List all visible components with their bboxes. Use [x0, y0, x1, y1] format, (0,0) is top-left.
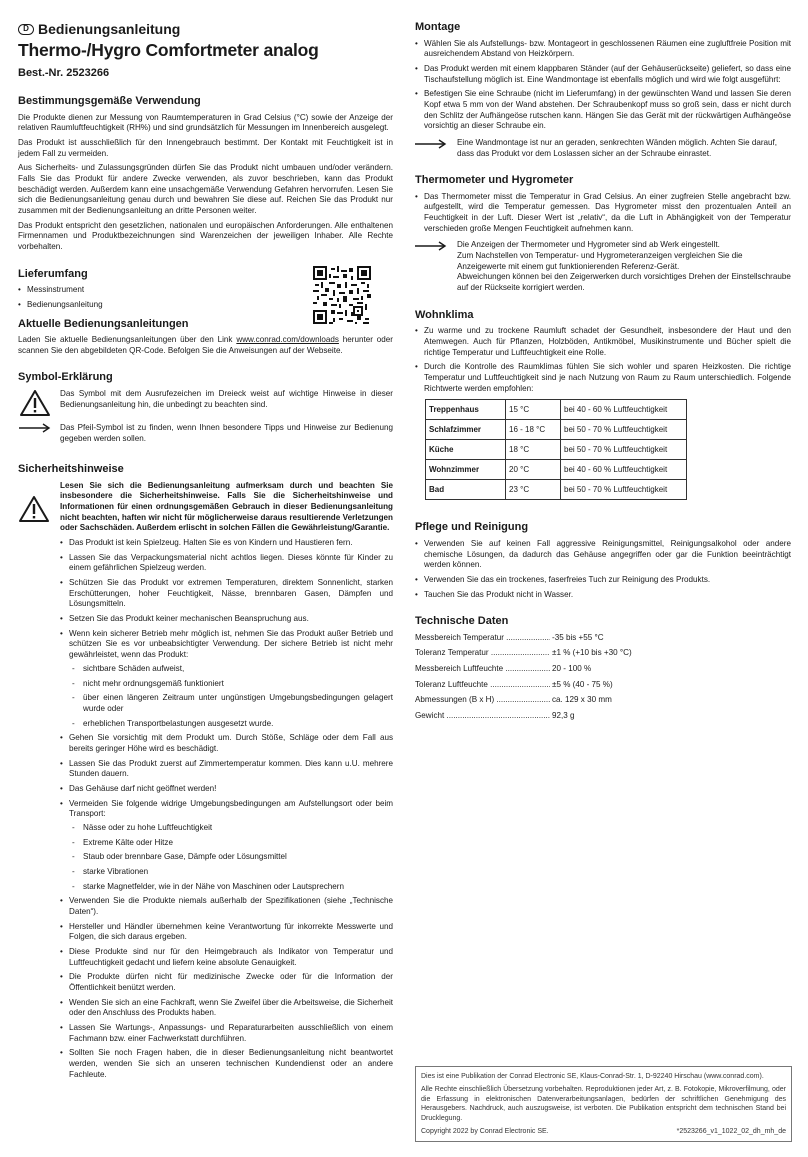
safety-intro-row — [18, 481, 393, 534]
mounting-item: • Das Produkt werden mit einem klappbaren Ständer (auf der Gehäuserückseite) geliefert, so dass eine Tischaufstellung möglich ist. Eine Wandmontage ist ebenfalls möglich und wird wie folgt ausgeführt: — [415, 64, 791, 85]
climate-item: • Zu warme und zu trockene Raumluft schadet der Gesundheit, insbesondere der Haut und den Atemwegen. Auch für Pflanzen, Holzböden, Antikmöbel, Musikinstrumente und Bücher spielt die richtige Temperatur und Luftfeuchtigkeit eine Rolle. — [415, 326, 791, 358]
safety-list — [60, 538, 393, 1080]
table-row: Bad 23 °C bei 50 - 70 % Luftfeuchtigkeit — [426, 480, 687, 500]
mounting-item: • Wählen Sie als Aufstellungs- bzw. Montageort in geschlossenen Räumen eine zugluftfreie Position mit ausreichendem Abstand von Heizkörpern. — [415, 39, 791, 60]
table-row: Wohnzimmer 20 °C bei 40 - 60 % Luftfeuchtigkeit — [426, 460, 687, 480]
room-climate-table — [425, 399, 687, 500]
intended-use-heading: Bestimmungsgemäße Verwendung — [18, 95, 201, 108]
copyright-row — [421, 1127, 786, 1136]
arrow-right-icon — [415, 241, 447, 251]
unsafe-conditions-list — [69, 664, 393, 729]
scope-heading: Lieferumfang — [18, 267, 88, 280]
adverse-conditions-list — [69, 823, 393, 892]
adverse-condition: - Nässe oder zu hohe Luftfeuchtigkeit — [69, 823, 393, 834]
safety-item: • Hersteller und Händler übernehmen keine Verantwortung für inkorrekte Messwerte und Folgen, die sich daraus ergeben. — [60, 922, 393, 943]
adverse-condition: - Staub oder brennbare Gase, Dämpfe oder Lösungsmittel — [69, 852, 393, 863]
thermo-note: Die Anzeigen der Thermometer und Hygrometer sind ab Werk eingestellt. Zum Nachstellen von Temperatur- und Hygrometeranzeigen vergleichen Sie die Anzeigewerte mit einem gut funktionierenden Referenz-Gerät. Abweichungen können bei den Zeigerwerken durch vorsichtiges Drehen der Einstellschraube auf der Rückseite korrigiert werden. — [457, 240, 791, 293]
unsafe-condition: - nicht mehr ordnungsgemäß funktioniert — [69, 679, 393, 690]
climate-list — [415, 326, 791, 394]
adverse-condition: - Extreme Kälte oder Hitze — [69, 838, 393, 849]
care-list — [415, 539, 791, 600]
table-row: Küche 18 °C bei 50 - 70 % Luftfeuchtigkeit — [426, 440, 687, 460]
scope-item: • Messinstrument — [18, 285, 393, 296]
mounting-note: Eine Wandmontage ist nur an geraden, senkrechten Wänden möglich. Achten Sie darauf, dass das Produkt vor dem Loslassen sicher an der Schraube einrastet. — [457, 137, 778, 158]
arrow-symbol-text: Das Pfeil-Symbol ist zu finden, wenn Ihnen besondere Tipps und Hinweise zur Bedienung gegeben werden sollen. — [60, 422, 393, 443]
order-number: Best.-Nr. 2523266 — [18, 66, 110, 79]
unsafe-condition: - über einen längeren Zeitraum unter ungünstigen Umgebungsbedingungen gelagert wurde oder — [69, 693, 393, 714]
rights-text: Alle Rechte einschließlich Übersetzung vorbehalten. Reproduktionen jeder Art, z. B. Fotokopie, Mikroverfilmung, oder die Erfassung in elektronischen Datenverarbeitungsanlagen, bedürfen der schriftlichen Genehmigung des Herausgebers. Nachdruck, auch auszugsweise, ist verboten. Die Publikation entspricht dem technischen Stand bei Drucklegung. — [421, 1086, 786, 1122]
publisher-text: Dies ist eine Publikation der Conrad Electronic SE, Klaus-Conrad-Str. 1, D-92240 Hirschau (www.conrad.com). — [421, 1073, 764, 1080]
safety-item: • Vermeiden Sie folgende widrige Umgebungsbedingungen am Aufstellungsort oder beim Transport: - Nässe oder zu hohe Luftfeuchtigkeit - Extreme Kälte oder Hitze - Staub oder brennbare Gase, Dämpfe oder Lösungsmittel - starke Vibrationen - starke Magnetfelder, wie in der Nähe von Maschinen oder Lautsprechern — [60, 799, 393, 893]
copyright-text: Copyright 2022 by Conrad Electronic SE. — [421, 1128, 549, 1136]
specs-heading: Technische Daten — [415, 615, 509, 628]
intended-use-paragraph: Die Produkte dienen zur Messung von Raumtemperaturen in Grad Celsius (°C) sowie der Anzeige der relativen Raumluftfeuchtigkeit (RH%) und sind grundsätzlich für Messungen im Innenbereich ausgelegt. — [18, 112, 393, 133]
spec-row: Toleranz Temperatur ..... ±1 % (+10 bis +30 °C) — [415, 648, 791, 659]
care-item: • Verwenden Sie auf keinen Fall aggressive Reinigungsmittel, Reinigungsalkohol oder andere chemische Lösungen, da dadurch das Gehäuse angegriffen oder gar die Funktion beeinträchtigt werden können. — [415, 539, 791, 571]
warning-triangle-icon — [18, 495, 50, 523]
safety-item: • Das Produkt ist kein Spielzeug. Halten Sie es von Kindern und Haustieren fern. — [60, 538, 393, 549]
safety-intro: Lesen Sie sich die Bedienungsanleitung aufmerksam durch und beachten Sie insbesondere die Sicherheitshinweise. Falls Sie die Sicherheitshinweise und Informationen für einen ordnungsgemäßen Gebrauch in dieser Bedienungsanleitung nicht beachten, haften wir nicht für möglicherweise daraus resultierende Verletzungen oder Sachschäden. Außerdem erlischt in solchen Fällen die Gewährleistung/Garantie. — [60, 480, 393, 533]
thermo-list — [415, 192, 791, 235]
safety-item: • Lassen Sie Wartungs-, Anpassungs- und Reparaturarbeiten ausschließlich von einem Fachmann bzw. einer Fachwerkstatt durchführen. — [60, 1023, 393, 1044]
intended-use-paragraph: Aus Sicherheits- und Zulassungsgründen dürfen Sie das Produkt nicht umbauen und/oder verändern. Falls Sie das Produkt für andere Zwecke verwenden, als zuvor beschrieben, kann das Produkt beschädigt werden. Außerdem kann eine unsachgemäße Verwendung Gefahren hervorrufen. Lesen Sie sich die Bedienungsanleitung genau durch und bewahren Sie diese auf. Reichen Sie das Produkt nur zusammen mit der Bedienungsanleitung an dritte Personen weiter. — [18, 163, 393, 215]
safety-item: • Wenn kein sicherer Betrieb mehr möglich ist, nehmen Sie das Produkt außer Betrieb und schützen Sie es vor unbeabsichtigter Verwendung. Der sichere Betrieb ist nicht mehr gewährleistet, wenn das Produkt: - sichtbare Schäden aufweist, - nicht mehr ordnungsgemäß funktioniert - über einen längeren Zeitraum unter ungünstigen Umgebungsbedingungen gelagert wurde oder - erheblichen Transportbelastungen ausgesetzt wurde. — [60, 629, 393, 729]
document-code: *2523266_v1_1022_02_dh_mh_de — [676, 1128, 786, 1136]
safety-item: • Das Gehäuse darf nicht geöffnet werden! — [60, 784, 393, 795]
safety-item: • Gehen Sie vorsichtig mit dem Produkt um. Durch Stöße, Schläge oder dem Fall aus bereits geringer Höhe wird es beschädigt. — [60, 733, 393, 754]
spec-row: Messbereich Temperatur ..... -35 bis +55 °C — [415, 633, 791, 644]
table-row: Schlafzimmer 16 - 18 °C bei 50 - 70 % Luftfeuchtigkeit — [426, 420, 687, 440]
safety-item: • Setzen Sie das Produkt keiner mechanischen Beanspruchung aus. — [60, 614, 393, 625]
warning-symbol-text: Das Symbol mit dem Ausrufezeichen im Dreieck weist auf wichtige Hinweise in dieser Bedienungsanleitung hin, die unbedingt zu beachten sind. — [60, 388, 393, 409]
downloads-link[interactable]: www.conrad.com/downloads — [236, 335, 339, 345]
safety-item: • Schützen Sie das Produkt vor extremen Temperaturen, direktem Sonnenlicht, starken Erschütterungen, hoher Feuchtigkeit, Nässe, brennbaren Gasen, Dämpfen und Lösungsmitteln. — [60, 578, 393, 610]
adverse-condition: - starke Vibrationen — [69, 867, 393, 878]
unsafe-condition: - erheblichen Transportbelastungen ausgesetzt wurde. — [69, 719, 393, 730]
intended-use-paragraph: Das Produkt ist ausschließlich für den Innengebrauch bestimmt. Der Kontakt mit Feuchtigkeit ist in jedem Fall zu vermeiden. — [18, 137, 393, 158]
left-column — [18, 20, 393, 1084]
safety-item: • Diese Produkte sind nur für den Heimgebrauch als Indikator von Temperatur und Luftfeuchtigkeit gedacht und liefern keine absolute Genauigkeit. — [60, 947, 393, 968]
care-item: • Tauchen Sie das Produkt nicht in Wasser. — [415, 590, 791, 601]
thermo-heading: Thermometer und Hygrometer — [415, 174, 574, 187]
imprint-box — [415, 1066, 792, 1142]
scope-item: • Bedienungsanleitung — [18, 300, 393, 311]
specs-list — [415, 633, 791, 722]
product-title: Thermo-/Hygro Comfortmeter analog — [18, 40, 319, 61]
care-item: • Verwenden Sie das ein trockenes, faserfreies Tuch zur Reinigung des Produkts. — [415, 575, 791, 586]
warning-symbol-row — [18, 389, 393, 417]
safety-item: • Lassen Sie das Produkt zuerst auf Zimmertemperatur kommen. Dies kann u.U. mehrere Stunden dauern. — [60, 759, 393, 780]
mounting-heading: Montage — [415, 21, 461, 33]
spec-row: Messbereich Luftfeuchte ..... 20 - 100 % — [415, 664, 791, 675]
climate-heading: Wohnklima — [415, 308, 474, 321]
qr-code[interactable] — [313, 266, 371, 324]
warning-triangle-icon — [19, 389, 51, 417]
arrow-right-icon — [415, 139, 447, 149]
table-row: Treppenhaus 15 °C bei 40 - 60 % Luftfeuchtigkeit — [426, 400, 687, 420]
safety-list-wrap — [18, 538, 393, 1080]
unsafe-condition: - sichtbare Schäden aufweist, — [69, 664, 393, 675]
symbols-heading: Symbol-Erklärung — [18, 371, 113, 384]
safety-item: • Sollten Sie noch Fragen haben, die in dieser Bedienungsanleitung nicht beantwortet werden, wenden Sie sich an unseren technischen Kundendienst oder an andere Fachleute. — [60, 1048, 393, 1080]
safety-item: • Die Produkte dürfen nicht für medizinische Zwecke oder für die Information der Öffentlichkeit benützt werden. — [60, 972, 393, 993]
spec-row: Abmessungen (B x H) ..... ca. 129 x 30 mm — [415, 695, 791, 706]
manual-label-row — [18, 20, 393, 38]
safety-item: • Verwenden Sie die Produkte niemals außerhalb der Spezifikationen (siehe „Technische Daten“). — [60, 896, 393, 917]
spec-row: Toleranz Luftfeuchte ..... ±5 % (40 - 75 %) — [415, 680, 791, 691]
climate-item: • Durch die Kontrolle des Raumklimas fühlen Sie sich wohler und sparen Heizkosten. Die richtige Temperatur und Luftfeuchtigkeit sind je nach Nutzung von Raum zu Raum unterschiedlich. Folgende Richtwerte werden empfohlen: — [415, 362, 791, 394]
care-heading: Pflege und Reinigung — [415, 521, 529, 534]
arrow-right-icon — [19, 423, 51, 433]
manual-label: Bedienungsanleitung — [38, 21, 181, 37]
safety-item: • Wenden Sie sich an eine Fachkraft, wenn Sie Zweifel über die Arbeitsweise, die Sicherheit oder den Anschluss des Produkts haben. — [60, 998, 393, 1019]
language-badge: D — [18, 24, 34, 35]
mounting-note-row — [415, 138, 791, 159]
safety-heading: Sicherheitshinweise — [18, 463, 124, 476]
mounting-item: • Befestigen Sie eine Schraube (nicht im Lieferumfang) in der gewünschten Wand und lassen Sie deren Kopf etwa 5 mm von der Wand abstehen. Der Schraubenkopf muss so groß sein, dass er nicht durch den Schlitz der Aufhängeöse rutschen kann. Hängen Sie das Gerät mit der rückwärtigen Aufhängeöse vorsichtig an dieser Schraube ein. — [415, 89, 791, 132]
adverse-condition: - starke Magnetfelder, wie in der Nähe von Maschinen oder Lautsprechern — [69, 882, 393, 893]
mounting-list — [415, 39, 791, 132]
arrow-symbol-row — [18, 423, 393, 444]
current-manuals-heading: Aktuelle Bedienungsanleitungen — [18, 317, 189, 330]
thermo-note-row — [415, 240, 791, 293]
right-column — [415, 20, 791, 727]
safety-item: • Lassen Sie das Verpackungsmaterial nicht achtlos liegen. Dieses könnte für Kinder zu einem gefährlichen Spielzeug werden. — [60, 553, 393, 574]
intended-use-paragraph: Das Produkt entspricht den gesetzlichen, nationalen und europäischen Anforderungen. Alle enthaltenen Firmennamen und Produktbezeichnungen sind Warenzeichen der jeweiligen Inhaber. Alle Rechte vorbehalten. — [18, 220, 393, 251]
current-manuals-text: Laden Sie aktuelle Bedienungsanleitungen über den Link www.conrad.com/downloads herunter oder scannen Sie den abgebildeten QR-Code. Befolgen Sie die Anweisungen auf der Webseite. — [18, 335, 394, 355]
thermo-item: • Das Thermometer misst die Temperatur in Grad Celsius. An einer zugfreien Stelle angebracht bzw. aufgestellt, wird die Temperatur gemessen. Das Hygrometer misst den prozentualen Anteil an Feuchtigkeit in der Luft. Dieser Wert ist „relativ“, da die Luft in Abhängigkeit von der Temperatur verschieden große Mengen Feuchtigkeit aufnehmen kann. — [415, 192, 791, 235]
spec-row: Gewicht ..... 92,3 g — [415, 711, 791, 722]
